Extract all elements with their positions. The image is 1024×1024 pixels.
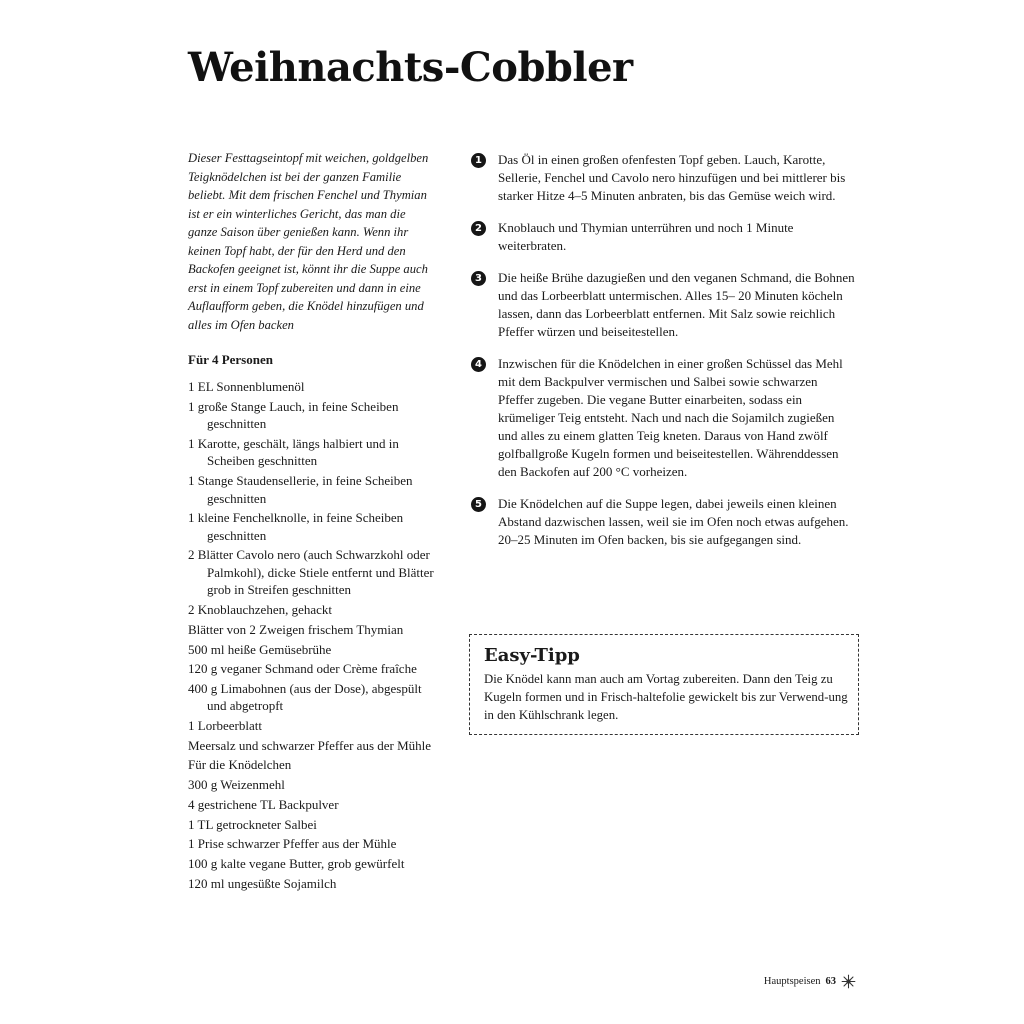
step-number-badge: 5 [471,497,486,512]
ingredient-item: 1 große Stange Lauch, in feine Scheiben geschnitten [188,398,399,432]
step-number-badge: 1 [471,153,486,168]
ingredient-item: 1 EL Sonnenblumenöl [188,379,305,394]
ingredient-item: 120 g veganer Schmand oder Crème fraîche [188,661,417,677]
ingredient-item: 1 Lorbeerblatt [188,718,262,734]
ingredient-item: 120 ml ungesüßte Sojamilch [188,875,337,891]
instruction-steps [471,151,856,563]
ingredient-item: 400 g Limabohnen (aus der Dose), abgespült und abgetropft [188,680,422,714]
step-4 [471,355,856,481]
step-number-badge: 4 [471,357,486,372]
ingredient-subheading: Für die Knödelchen [188,757,292,773]
recipe-title: Weihnachts-Cobbler [188,44,633,91]
tip-text: Die Knödel kann man auch am Vortag zubereiten. Dann den Teig zu Kugeln formen und in Frisch-haltefolie gewickelt bis zur Verwend-ung in den Kühlschrank legen. [484,672,848,722]
ingredient-item: 1 Karotte, geschält, längs halbiert und in Scheiben geschnitten [188,435,399,469]
servings-heading: Für 4 Personen [188,352,273,367]
easy-tip-box [469,634,859,735]
ingredient-item: 1 kleine Fenchelknolle, in feine Scheiben geschnitten [188,510,404,543]
ingredient-item: 2 Blätter Cavolo nero (auch Schwarzkohl oder Palmkohl), dicke Stiele entfernt und Blätter grob in Streifen geschnitten [188,547,434,598]
step-2 [471,219,856,255]
recipe-intro: Dieser Festtagseintopf mit weichen, goldgelben Teigknödelchen ist bei der ganzen Familie beliebt. Mit dem frischen Fenchel und Thymian ist er ein winterliches Gericht, das man die ganze Saison über genießen kann. Wenn ihr keinen Topf habt, der für den Herd und den Backofen geeignet ist, könnt ihr die Suppe auch erst in einem Topf zubereiten und dann in eine Auflaufform geben, die Knödel hinzufügen und alles im Ofen backen [188,151,429,332]
ingredient-item: Meersalz und schwarzer Pfeffer aus der Mühle [188,737,432,753]
ingredient-item: Blätter von 2 Zweigen frischem Thymian [188,621,404,637]
step-5 [471,495,856,549]
tip-title: Easy-Tipp [484,645,580,666]
ingredient-list [188,378,438,894]
snowflake-icon [841,974,856,989]
page-number: 63 [825,976,836,987]
step-number-badge: 2 [471,221,486,236]
ingredient-item: 1 Prise schwarzer Pfeffer aus der Mühle [188,836,397,852]
step-1 [471,151,856,205]
ingredient-item: 1 Stange Staudensellerie, in feine Scheiben geschnitten [188,473,413,506]
ingredient-item: 300 g Weizenmehl [188,777,285,793]
page-footer [764,974,856,989]
step-text: Knoblauch und Thymian unterrühren und noch 1 Minute weiterbraten. [498,220,794,253]
step-text: Die heiße Brühe dazugießen und den veganen Schmand, die Bohnen und das Lorbeerblatt untermischen. Alles 15– 20 Minuten köcheln lassen, dann das Lorbeerblatt entfernen. Mit Salz sowie reichlich Pfeffer würzen und beiseitestellen. [498,270,855,339]
ingredient-item: 500 ml heiße Gemüsebrühe [188,641,332,657]
ingredient-item: 1 TL getrockneter Salbei [188,816,317,832]
footer-section: Hauptspeisen [763,976,821,987]
step-text: Die Knödelchen auf die Suppe legen, dabei jeweils einen kleinen Abstand dazwischen lassen, weil sie im Ofen noch etwas aufgehen. 20–25 Minuten im Ofen backen, bis sie aufgegangen sind. [498,496,849,547]
step-3 [471,269,856,341]
ingredient-item: 100 g kalte vegane Butter, grob gewürfelt [188,855,405,871]
step-number-badge: 3 [471,271,486,286]
ingredient-item: 2 Knoblauchzehen, gehackt [188,602,333,618]
ingredient-item: 4 gestrichene TL Backpulver [188,796,339,812]
step-text: Inzwischen für die Knödelchen in einer großen Schüssel das Mehl mit dem Backpulver vermischen und Salbei sowie schwarzen Pfeffer zugeben. Die vegane Butter einarbeiten, sodass ein krümeliger Teig entsteht. Nach und nach die Sojamilch zugießen und alles zu einem glatten Teig kneten. Daraus von Hand zwölf golfballgroße Kugeln formen und beiseitestellen. Währenddessen den Backofen auf 200 °C vorheizen. [498,356,843,479]
step-text: Das Öl in einen großen ofenfesten Topf geben. Lauch, Karotte, Sellerie, Fenchel und Cavolo nero hinzufügen und bei mittlerer bis starker Hitze 4–5 Minuten anbraten, bis das Gemüse weich wird. [498,152,846,203]
